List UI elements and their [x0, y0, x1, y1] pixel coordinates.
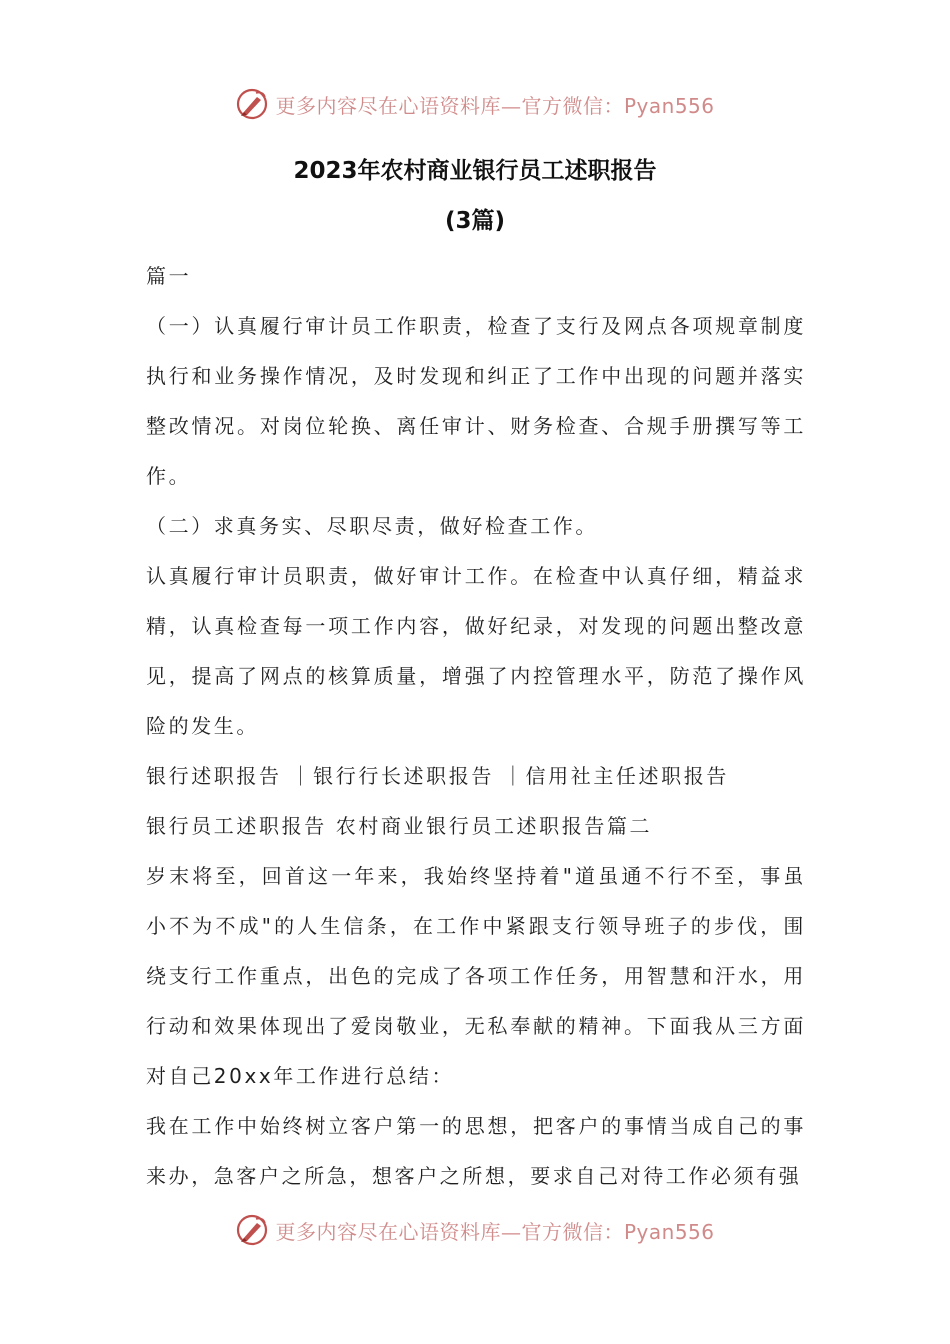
footer-banner: [0, 1210, 950, 1250]
paragraph: 岁末将至，回首这一年来，我始终坚持着"道虽通不行不至，事虽小不为不成"的人生信条，在工作中紧跟支行领导班子的步伐，围绕支行工作重点，出色的完成了各项工作任务，用智慧和汗水，用行动和效果体现出了爱岗敬业，无私奉献的精神。下面我从三方面对自己20xx年工作进行总结：: [146, 864, 806, 1088]
banner-text: 更多内容尽在心语资料库—官方微信：Pyan556: [275, 1219, 715, 1244]
pen-logo-icon: [235, 1213, 269, 1247]
document-title: 2023年农村商业银行员工述职报告: [293, 158, 657, 184]
document-subtitle: (3篇): [444, 208, 506, 234]
paragraph: （二）求真务实、尽职尽责，做好检查工作。: [146, 514, 598, 538]
document-body: [146, 251, 806, 1201]
related-links: 银行述职报告 ｜银行行长述职报告 ｜信用社主任述职报告: [146, 764, 729, 788]
section-heading: 银行员工述职报告 农村商业银行员工述职报告篇二: [146, 814, 653, 838]
wechat-id: Pyan556: [623, 93, 715, 118]
banner-text: 更多内容尽在心语资料库—官方微信：Pyan556: [275, 93, 715, 118]
wechat-id: Pyan556: [623, 1219, 715, 1244]
paragraph: （一）认真履行审计员工作职责，检查了支行及网点各项规章制度执行和业务操作情况，及时发现和纠正了工作中出现的问题并落实整改情况。对岗位轮换、离任审计、财务检查、合规手册撰写等工作。: [146, 314, 806, 488]
paragraph: 我在工作中始终树立客户第一的思想，把客户的事情当成自己的事来办，急客户之所急，想客户之所想，要求自己对待工作必须有强: [146, 1114, 806, 1188]
header-banner: [0, 84, 950, 124]
paragraph: 认真履行审计员职责，做好审计工作。在检查中认真仔细，精益求精，认真检查每一项工作内容，做好纪录，对发现的问题出整改意见，提高了网点的核算质量，增强了内控管理水平，防范了操作风险的发生。: [146, 564, 806, 738]
section-heading: 篇一: [146, 264, 192, 288]
pen-logo-icon: [235, 87, 269, 121]
